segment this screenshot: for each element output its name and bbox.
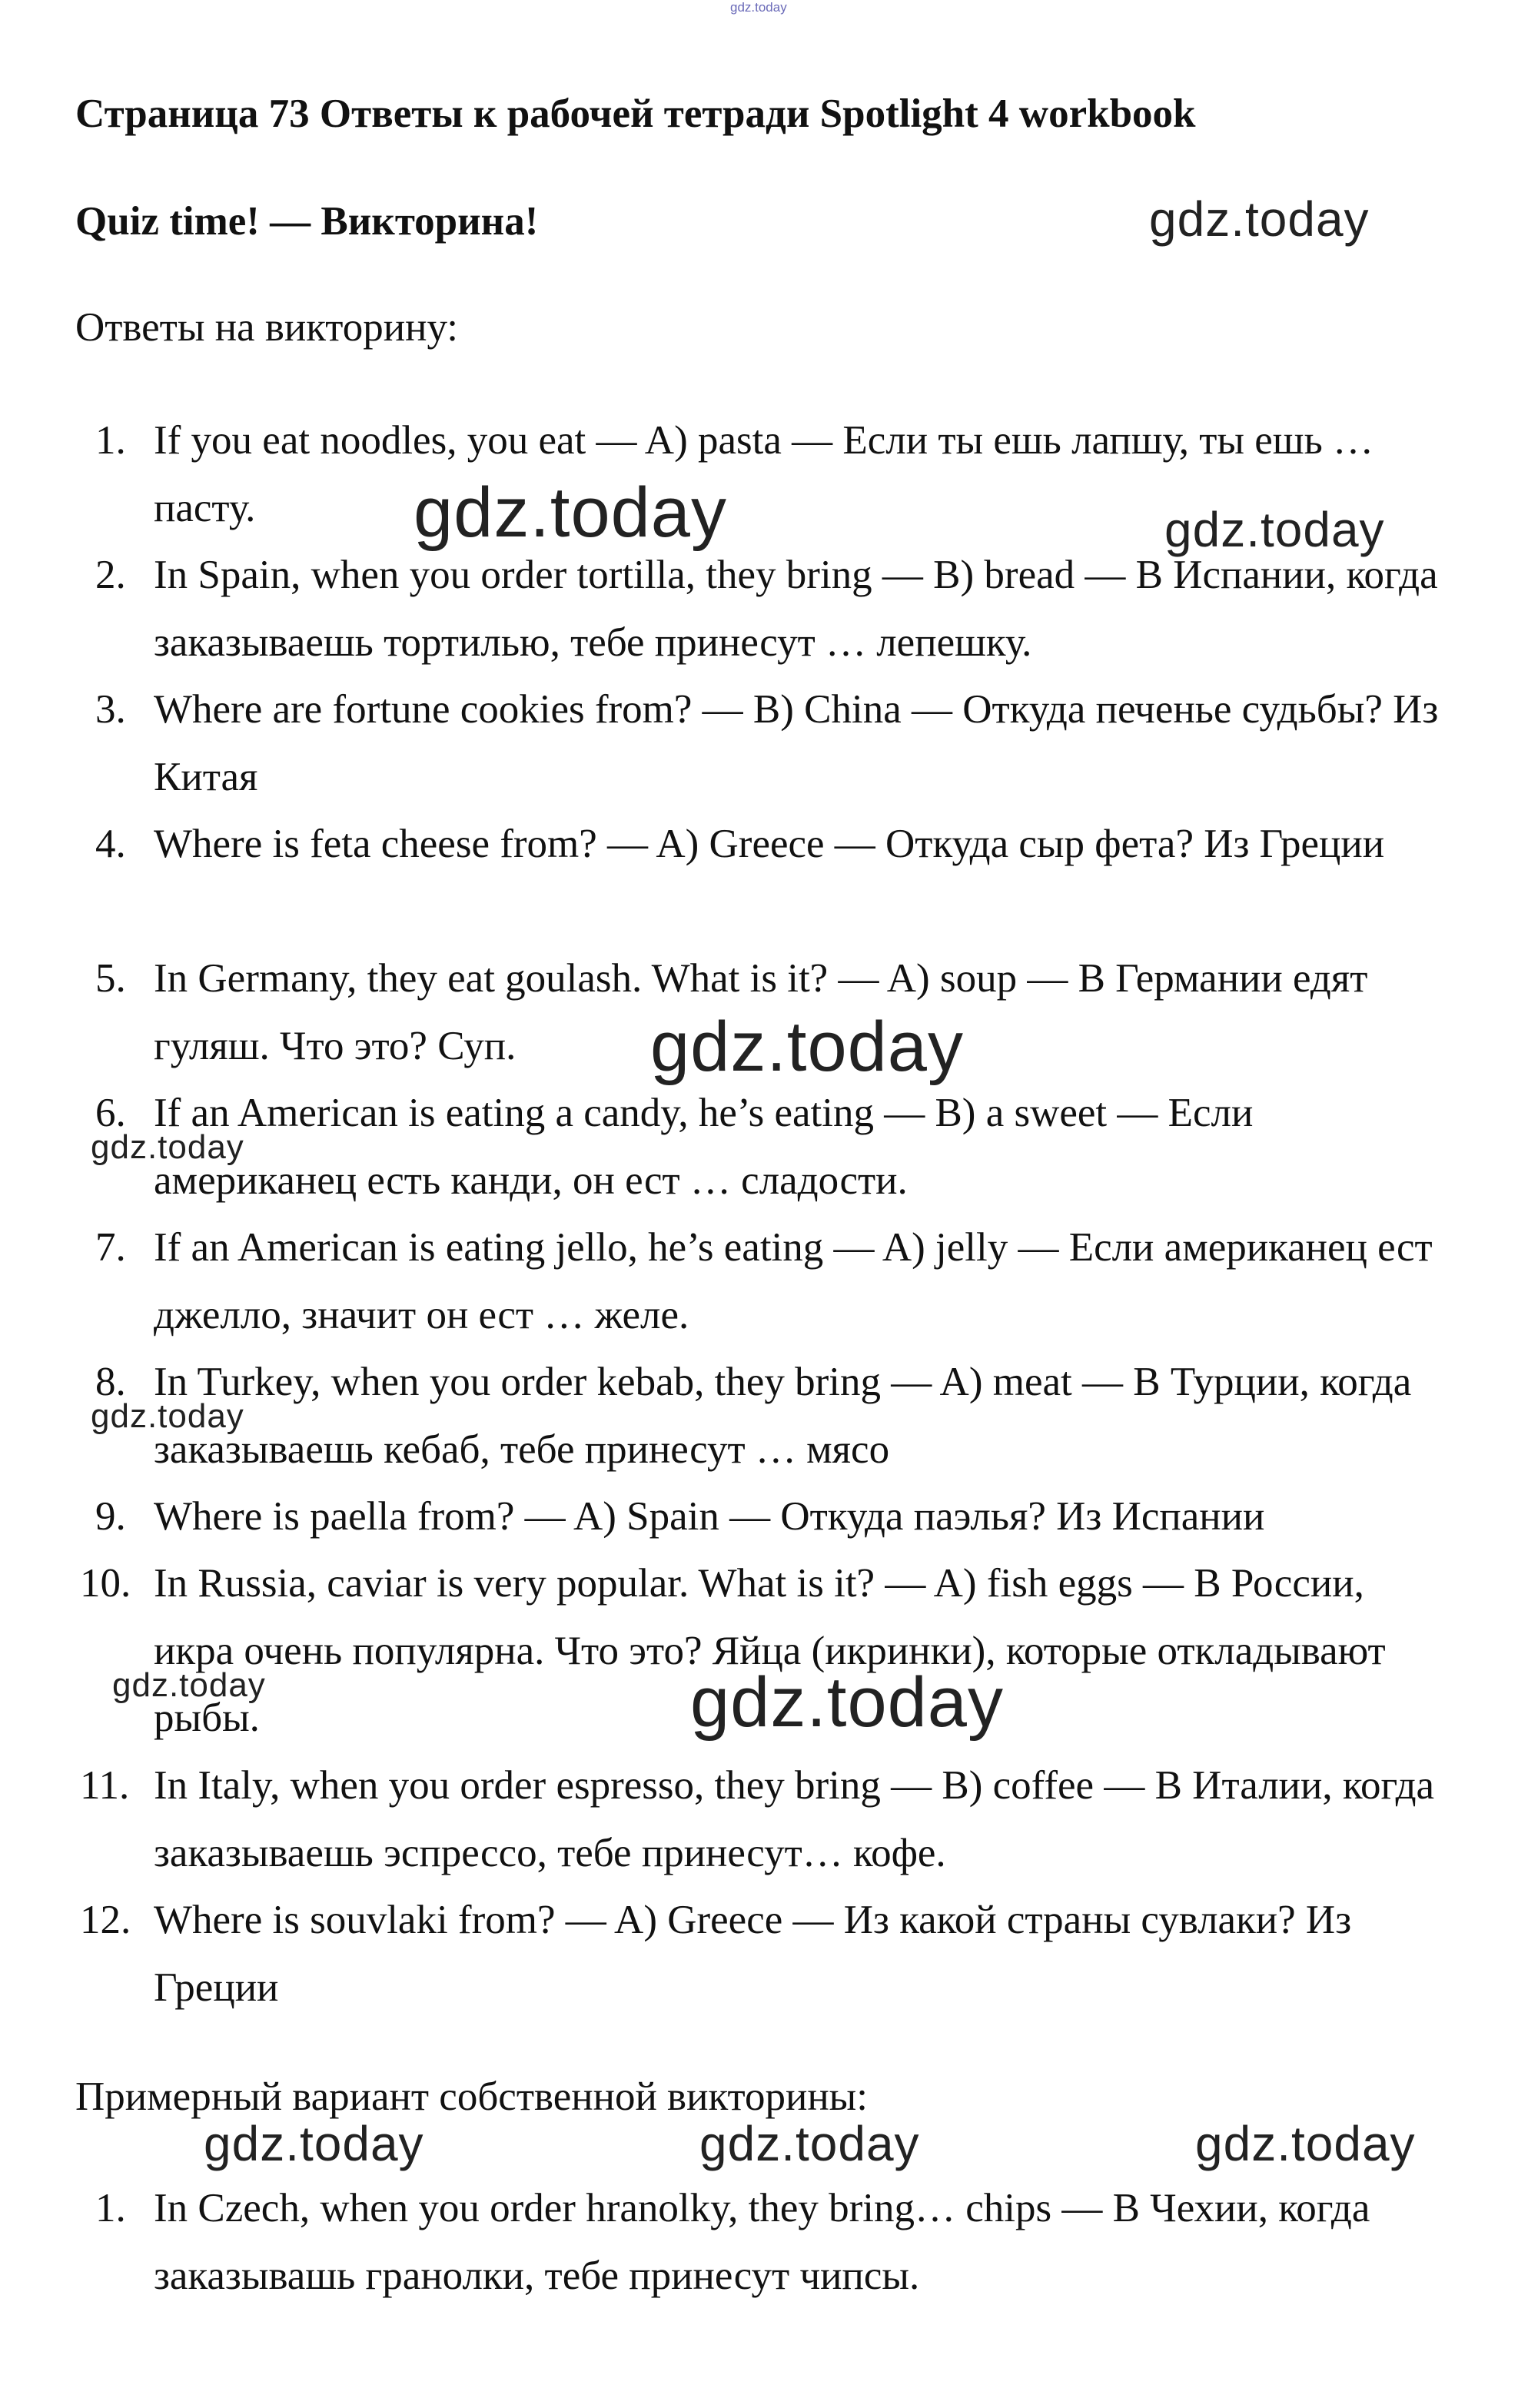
item-number: 3. [95,687,126,732]
list-item [77,1752,1453,1887]
watermark: gdz.today [1149,191,1370,247]
item-text: In Spain, when you order tortilla, they bring — B) bread — В Испании, когда заказываешь тортилью, тебе принесут … лепешку. [154,553,1438,665]
watermark: gdz.today [690,1663,1004,1742]
item-number: 5. [95,956,126,1001]
watermark: gdz.today [91,1397,244,1435]
item-text: Where is feta cheese from? — A) Greece — Откуда сыр фета? Из Греции [154,822,1385,866]
list-item [77,1080,1453,1214]
item-number: 8. [95,1360,126,1404]
list-item [77,676,1453,811]
answers-intro: Ответы на викторину: [75,305,458,350]
item-text: If you eat noodles, you eat — A) pasta — Если ты ешь лапшу, ты ешь … пасту. [154,418,1374,530]
list-item [77,2175,1453,2310]
list-item [77,542,1453,676]
item-text: If an American is eating jello, he’s eating — A) jelly — Если американец ест джелло, значит он ест … желе. [154,1225,1433,1337]
watermark: gdz.today [414,473,727,552]
item-text: Where are fortune cookies from? — B) China — Откуда печенье судьбы? Из Китая [154,687,1439,799]
section-title: Quiz time! — Викторина! [75,199,539,244]
list-item [77,811,1453,879]
item-number: 10. [80,1561,131,1606]
item-text: In Turkey, when you order kebab, they bring — A) meat — В Турции, когда заказываешь кебаб, тебе принесут … мясо [154,1360,1412,1472]
item-number: 9. [95,1494,126,1539]
watermark: gdz.today [112,1666,266,1704]
item-text: If an American is eating a candy, he’s eating — B) a sweet — Если американец есть канди, он ест … сладости. [154,1091,1254,1203]
item-text: In Russia, caviar is very popular. What is it? — A) fish eggs — В России, икра очень популярна. Что это? Яйца (икринки), которые откладывают рыбы. [154,1561,1386,1740]
item-number: 1. [95,418,126,463]
own-quiz-intro: Примерный вариант собственной викторины: [75,2074,869,2119]
item-number: 6. [95,1091,126,1135]
item-text: In Czech, when you order hranolky, they bring… chips — В Чехии, когда заказывашь гранолки, тебе принесут чипсы. [154,2186,1370,2298]
watermark: gdz.today [1164,502,1385,557]
item-number: 1. [95,2186,126,2230]
watermark: gdz.today [699,2116,920,2171]
top-watermark: gdz.today [730,0,787,15]
list-item [77,1887,1453,2021]
item-number: 4. [95,822,126,866]
list-item [77,1214,1453,1349]
item-number: 2. [95,553,126,597]
item-number: 12. [80,1898,131,1942]
list-item [77,1349,1453,1483]
list-item [77,1483,1453,1551]
watermark: gdz.today [91,1128,244,1166]
item-text: In Germany, they eat goulash. What is it? — A) soup — В Германии едят гуляш. Что это? Суп. [154,956,1368,1068]
watermark: gdz.today [204,2116,424,2171]
watermark: gdz.today [650,1008,964,1086]
item-text: In Italy, when you order espresso, they bring — B) coffee — В Италии, когда заказываешь эспрессо, тебе принесут… кофе. [154,1763,1435,1875]
item-text: Where is paella from? — A) Spain — Откуда паэлья? Из Испании [154,1494,1265,1539]
watermark: gdz.today [1195,2116,1416,2171]
page-title: Страница 73 Ответы к рабочей тетради Spotlight 4 workbook [75,91,1196,136]
item-number: 11. [80,1763,130,1808]
item-number: 7. [95,1225,126,1270]
item-text: Where is souvlaki from? — A) Greece — Из какой страны сувлаки? Из Греции [154,1898,1352,2010]
